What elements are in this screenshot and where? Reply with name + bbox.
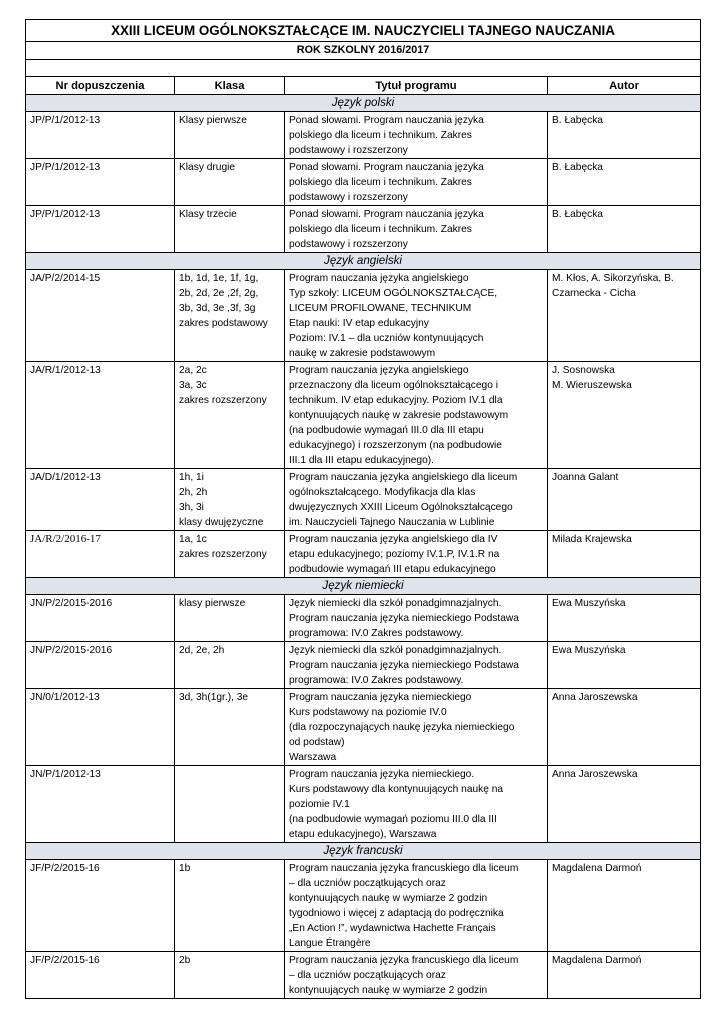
cell-line: 3a, 3c (179, 380, 207, 391)
cell-line: technikum. IV etap edukacyjny. Poziom IV.1 dla (289, 395, 503, 406)
cell-nr-dopuszczenia: JF/P/2/2015-16 (26, 952, 175, 999)
cell-line: polskiego dla liceum i technikum. Zakres (289, 177, 472, 188)
cell-line: 1b (179, 863, 191, 874)
table-row (26, 206, 701, 253)
section-title: Język niemiecki (26, 578, 701, 595)
cell-line: Anna Jaroszewska (552, 769, 638, 780)
cell-tytul-programu (285, 362, 548, 469)
cell-tytul-programu (285, 270, 548, 362)
table-row (26, 469, 701, 531)
section-title: Język polski (26, 95, 701, 112)
cell-line: zakres rozszerzony (179, 549, 267, 560)
cell-autor (548, 159, 701, 206)
cell-line: Langue Étrangère (289, 938, 371, 949)
cell-line: Warszawa (289, 752, 337, 763)
column-header-tytul: Tytuł programu (285, 77, 548, 95)
cell-line: 3h, 3i (179, 502, 204, 513)
cell-line: zakres rozszerzony (179, 395, 267, 406)
cell-line: 2d, 2e, 2h (179, 645, 225, 656)
cell-line: kontynuujących naukę w zakresie podstawowym (289, 410, 509, 421)
cell-line: 1h, 1i (179, 472, 204, 483)
cell-line: Klasy trzecie (179, 209, 237, 220)
cell-klasa (175, 206, 285, 253)
cell-tytul-programu (285, 531, 548, 578)
cell-line: Klasy drugie (179, 162, 236, 173)
cell-line: polskiego dla liceum i technikum. Zakres (289, 224, 472, 235)
table-row (26, 362, 701, 469)
cell-line: klasy dwujęzyczne (179, 517, 264, 528)
cell-tytul-programu (285, 206, 548, 253)
cell-line: przeznaczony dla liceum ogólnokształcącego i (289, 380, 498, 391)
spacer-cell (26, 60, 701, 77)
cell-klasa (175, 362, 285, 469)
spacer-row (26, 60, 701, 77)
cell-tytul-programu (285, 766, 548, 843)
program-table (25, 19, 701, 999)
cell-tytul-programu (285, 112, 548, 159)
cell-line: 1a, 1c (179, 534, 207, 545)
cell-line: „En Action !”, wydawnictwa Hachette Français (289, 923, 496, 934)
cell-line: (dla rozpoczynających naukę języka niemieckiego (289, 722, 515, 733)
cell-line: Język niemiecki dla szkół ponadgimnazjalnych. (289, 598, 502, 609)
cell-line: Program nauczania języka francuskiego dla liceum (289, 955, 519, 966)
cell-line: ogólnokształcącego. Modyfikacja dla klas (289, 487, 476, 498)
cell-line: Program nauczania języka niemieckiego (289, 692, 472, 703)
table-row (26, 270, 701, 362)
cell-line: Ponad słowami. Program nauczania języka (289, 115, 484, 126)
cell-nr-dopuszczenia: JN/P/2/2015-2016 (26, 595, 175, 642)
cell-klasa (175, 860, 285, 952)
cell-line: Anna Jaroszewska (552, 692, 638, 703)
table-row (26, 860, 701, 952)
cell-autor (548, 362, 701, 469)
cell-nr-dopuszczenia: JA/R/1/2012-13 (26, 362, 175, 469)
cell-line: LICEUM PROFILOWANE, TECHNIKUM (289, 303, 472, 314)
cell-tytul-programu (285, 952, 548, 999)
cell-nr-dopuszczenia: JA/P/2/2014-15 (26, 270, 175, 362)
cell-nr-dopuszczenia: JF/P/2/2015-16 (26, 860, 175, 952)
cell-klasa (175, 531, 285, 578)
cell-nr-dopuszczenia: JN/P/1/2012-13 (26, 766, 175, 843)
cell-line: Etap nauki: IV etap edukacyjny (289, 318, 429, 329)
cell-line: kontynuujących naukę w wymiarze 2 godzin (289, 893, 488, 904)
section-row (26, 843, 701, 860)
cell-line: Ponad słowami. Program nauczania języka (289, 162, 484, 173)
cell-line: Program nauczania języka angielskiego (289, 273, 469, 284)
cell-line: Program nauczania języka angielskiego dla IV (289, 534, 498, 545)
cell-line: Program nauczania języka niemieckiego Podstawa (289, 613, 519, 624)
cell-nr-dopuszczenia: JN/P/2/2015-2016 (26, 642, 175, 689)
cell-line: Program nauczania języka niemieckiego. (289, 769, 475, 780)
cell-line: od podstaw) (289, 737, 345, 748)
cell-autor (548, 206, 701, 253)
cell-klasa (175, 689, 285, 766)
cell-nr-dopuszczenia: JP/P/1/2012-13 (26, 206, 175, 253)
table-row (26, 595, 701, 642)
table-row (26, 531, 701, 578)
table-row (26, 952, 701, 999)
cell-klasa (175, 159, 285, 206)
cell-autor (548, 112, 701, 159)
header-row (26, 77, 701, 95)
cell-tytul-programu (285, 642, 548, 689)
school-year: ROK SZKOLNY 2016/2017 (26, 42, 701, 60)
cell-nr-dopuszczenia: JA/D/1/2012-13 (26, 469, 175, 531)
cell-line: 3d, 3h(1gr.), 3e (179, 692, 249, 703)
cell-line: podbudowie wymagań III etapu edukacyjnego (289, 564, 496, 575)
cell-line: naukę w zakresie podstawowym (289, 348, 436, 359)
cell-nr-dopuszczenia: JA/R/2/2016-17 (26, 531, 175, 578)
cell-line: Program nauczania języka angielskiego (289, 365, 469, 376)
cell-autor (548, 952, 701, 999)
column-header-autor: Autor (548, 77, 701, 95)
cell-line: programowa: IV.0 Zakres podstawowy. (289, 675, 464, 686)
cell-line: zakres podstawowy (179, 318, 268, 329)
cell-line: Ewa Muszyńska (552, 645, 626, 656)
table-row (26, 159, 701, 206)
cell-line: polskiego dla liceum i technikum. Zakres (289, 130, 472, 141)
cell-line: 2a, 2c (179, 365, 207, 376)
cell-line: – dla uczniów początkujących oraz (289, 878, 446, 889)
cell-line: B. Łabęcka (552, 162, 603, 173)
cell-line: 2b (179, 955, 191, 966)
section-title: Język angielski (26, 253, 701, 270)
cell-tytul-programu (285, 159, 548, 206)
document-title: XXIII LICEUM OGÓLNOKSZTAŁCĄCE IM. NAUCZYCIELI TAJNEGO NAUCZANIA (26, 20, 701, 42)
cell-klasa (175, 642, 285, 689)
section-row (26, 253, 701, 270)
cell-line: Magdalena Darmoń (552, 955, 642, 966)
cell-line: J. Sosnowska (552, 365, 615, 376)
cell-line: Joanna Galant (552, 472, 619, 483)
cell-line: Milada Krajewska (552, 534, 632, 545)
cell-line: dwujęzycznych XXIII Liceum Ogólnokształcącego (289, 502, 513, 513)
cell-line: 3b, 3d, 3e ,3f, 3g (179, 303, 256, 314)
cell-autor (548, 860, 701, 952)
cell-autor (548, 531, 701, 578)
cell-klasa (175, 952, 285, 999)
year-row (26, 42, 701, 60)
cell-autor (548, 270, 701, 362)
cell-line: Program nauczania języka francuskiego dla liceum (289, 863, 519, 874)
cell-autor (548, 595, 701, 642)
cell-line: podstawowy i rozszerzony (289, 192, 408, 203)
cell-klasa (175, 595, 285, 642)
column-header-nr: Nr dopuszczenia (26, 77, 175, 95)
cell-nr-dopuszczenia: JN/0/1/2012-13 (26, 689, 175, 766)
cell-line: klasy pierwsze (179, 598, 246, 609)
cell-klasa (175, 469, 285, 531)
cell-nr-dopuszczenia: JP/P/1/2012-13 (26, 159, 175, 206)
cell-nr-dopuszczenia: JP/P/1/2012-13 (26, 112, 175, 159)
cell-klasa (175, 270, 285, 362)
table-row (26, 642, 701, 689)
cell-line: Poziom: IV.1 – dla uczniów kontynuujących (289, 333, 484, 344)
column-header-klasa: Klasa (175, 77, 285, 95)
cell-tytul-programu (285, 595, 548, 642)
section-title: Język francuski (26, 843, 701, 860)
cell-line: Program nauczania języka niemieckiego Podstawa (289, 660, 519, 671)
cell-tytul-programu (285, 689, 548, 766)
cell-line: Magdalena Darmoń (552, 863, 642, 874)
cell-line: kontynuujących naukę w wymiarze 2 godzin (289, 985, 488, 996)
cell-autor (548, 766, 701, 843)
cell-line: Program nauczania języka angielskiego dla liceum (289, 472, 518, 483)
cell-line: (na podbudowie wymagań III.0 dla III etapu (289, 425, 484, 436)
cell-tytul-programu (285, 860, 548, 952)
cell-line: Czarnecka - Cicha (552, 288, 636, 299)
cell-line: Kurs podstawowy na poziomie IV.0 (289, 707, 447, 718)
cell-line: Typ szkoły: LICEUM OGÓLNOKSZTAŁCĄCE, (289, 288, 498, 299)
cell-line: M. Kłos, A. Sikorzyńska, B. (552, 273, 674, 284)
cell-klasa (175, 766, 285, 843)
cell-klasa (175, 112, 285, 159)
cell-autor (548, 469, 701, 531)
cell-line: etapu edukacyjnego; poziomy IV.1.P, IV.1.R na (289, 549, 500, 560)
cell-line: 1b, 1d, 1e, 1f, 1g, (179, 273, 259, 284)
cell-line: – dla uczniów początkujących oraz (289, 970, 446, 981)
table-row (26, 766, 701, 843)
cell-line: (na podbudowie wymagań poziomu III.0 dla III (289, 814, 497, 825)
cell-line: programowa: IV.0 Zakres podstawowy. (289, 628, 464, 639)
cell-line: edukacyjnego) i rozszerzonym (na podbudowie (289, 440, 502, 451)
cell-autor (548, 689, 701, 766)
section-row (26, 578, 701, 595)
cell-tytul-programu (285, 469, 548, 531)
cell-line: M. Wieruszewska (552, 380, 632, 391)
cell-line: podstawowy i rozszerzony (289, 239, 408, 250)
cell-line: poziomie IV.1 (289, 799, 350, 810)
cell-line: podstawowy i rozszerzony (289, 145, 408, 156)
cell-line: Klasy pierwsze (179, 115, 247, 126)
cell-line: tygodniowo i więcej z adaptacją do podręcznika (289, 908, 504, 919)
table-row (26, 112, 701, 159)
cell-line: Język niemiecki dla szkół ponadgimnazjalnych. (289, 645, 502, 656)
cell-line: 2b, 2d, 2e ,2f, 2g, (179, 288, 259, 299)
cell-line: Ewa Muszyńska (552, 598, 626, 609)
section-row (26, 95, 701, 112)
cell-autor (548, 642, 701, 689)
table-row (26, 689, 701, 766)
cell-line: B. Łabęcka (552, 115, 603, 126)
cell-line: im. Nauczycieli Tajnego Nauczania w Lublinie (289, 517, 495, 528)
cell-line: Kurs podstawowy dla kontynuujących naukę na (289, 784, 504, 795)
cell-line: etapu edukacyjnego), Warszawa (289, 829, 437, 840)
cell-line: B. Łabęcka (552, 209, 603, 220)
title-row (26, 20, 701, 42)
cell-line: Ponad słowami. Program nauczania języka (289, 209, 484, 220)
cell-line: 2h, 2h (179, 487, 208, 498)
cell-line: III.1 dla III etapu edukacyjnego). (289, 455, 434, 466)
